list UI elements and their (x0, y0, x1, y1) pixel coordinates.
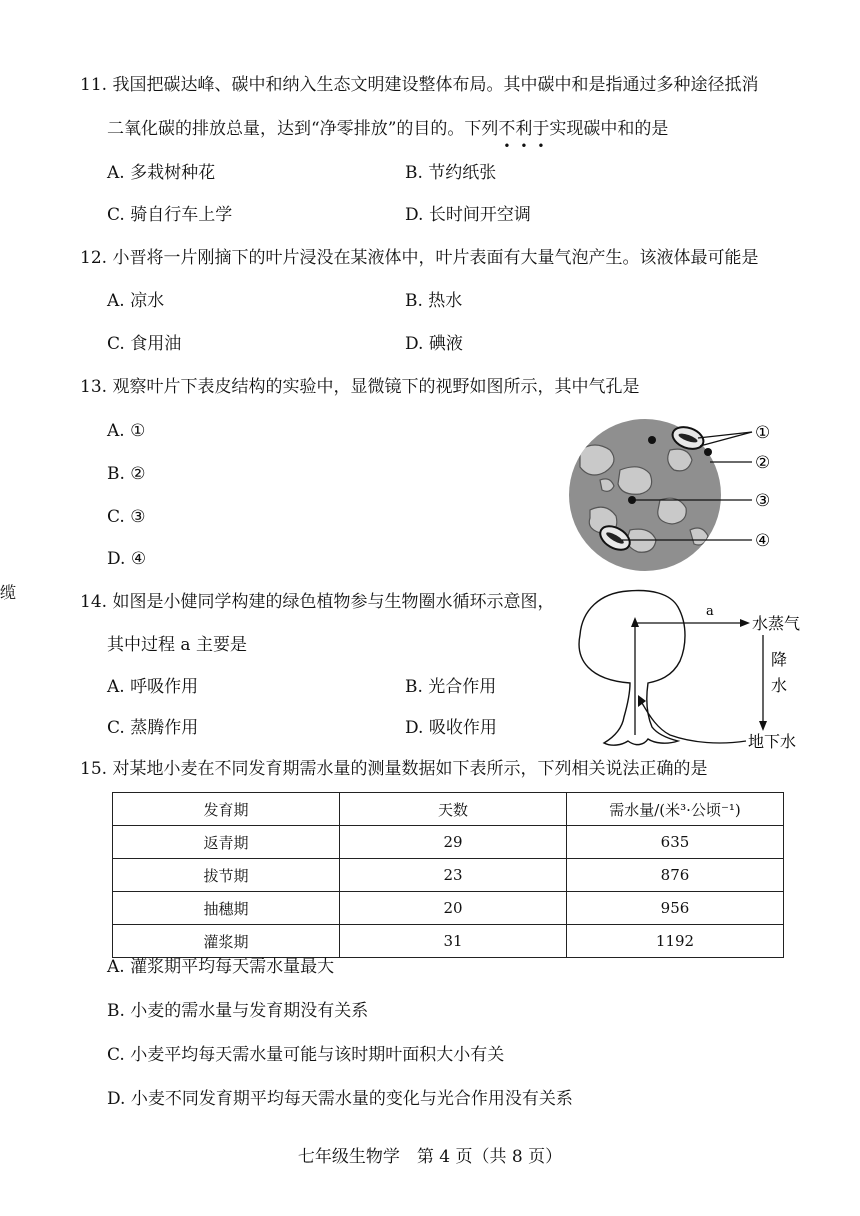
table-row (113, 826, 784, 859)
q15-option-a: A. 灌浆期平均每天需水量最大 (107, 957, 335, 977)
cell-days: 20 (340, 892, 567, 925)
label-4: ④ (755, 531, 771, 551)
q14-option-d: D. 吸收作用 (405, 718, 497, 738)
q13-option-b: B. ② (107, 464, 146, 484)
cell-stage: 抽穗期 (113, 892, 340, 925)
cell-days: 31 (340, 925, 567, 958)
header-days: 天数 (340, 793, 567, 826)
emphasis-char: 于 (532, 119, 550, 139)
q12-option-d: D. 碘液 (405, 334, 463, 354)
header-water: 需水量/(米³·公顷⁻¹) (567, 793, 784, 826)
q13-stem: 13. 观察叶片下表皮结构的实验中，显微镜下的视野如图所示，其中气孔是 (80, 377, 640, 397)
water-cycle-diagram (570, 585, 815, 755)
q11-stem-post: 实现碳中和的是 (549, 119, 669, 139)
page-footer: 七年级生物学 第 4 页（共 8 页） (297, 1147, 563, 1167)
q11-option-d: D. 长时间开空调 (405, 205, 531, 225)
table-row (113, 859, 784, 892)
vapor-label: 水蒸气 (752, 614, 801, 633)
q15-option-c: C. 小麦平均每天需水量可能与该时期叶面积大小有关 (107, 1045, 505, 1065)
table-row (113, 925, 784, 958)
q14-stem-line1: 14. 如图是小健同学构建的绿色植物参与生物圈水循环示意图， (80, 592, 555, 612)
label-1: ① (755, 423, 771, 443)
cell-water: 876 (567, 859, 784, 892)
q12-option-c: C. 食用油 (107, 334, 182, 354)
q12-option-a: A. 凉水 (107, 291, 165, 311)
rain-label-2: 水 (771, 676, 788, 695)
emphasis-char: 不 (498, 119, 516, 139)
microscope-view-figure (560, 410, 800, 580)
q15-stem: 15. 对某地小麦在不同发育期需水量的测量数据如下表所示，下列相关说法正确的是 (80, 759, 708, 779)
rain-label-1: 降 (771, 650, 788, 669)
cell-stage: 灌浆期 (113, 925, 340, 958)
groundwater-label: 地下水 (748, 732, 797, 751)
cell-stage: 拔节期 (113, 859, 340, 892)
cell-water: 635 (567, 826, 784, 859)
label-2: ② (755, 453, 771, 473)
process-a-label: a (706, 604, 714, 619)
tree-outline (579, 591, 685, 746)
q11-option-b: B. 节约纸张 (405, 163, 497, 183)
q15-option-b: B. 小麦的需水量与发育期没有关系 (107, 1001, 369, 1021)
table-header-row (113, 793, 784, 826)
cell-water: 1192 (567, 925, 784, 958)
cell-water: 956 (567, 892, 784, 925)
q14-stem-line2: 其中过程 a 主要是 (107, 635, 247, 655)
q13-option-d: D. ④ (107, 549, 147, 569)
q13-option-c: C. ③ (107, 507, 146, 527)
q11-option-a: A. 多栽树种花 (107, 163, 216, 183)
q14-option-b: B. 光合作用 (405, 677, 497, 697)
q12-stem: 12. 小晋将一片刚摘下的叶片浸没在某液体中，叶片表面有大量气泡产生。该液体最可能是 (80, 248, 759, 268)
q12-option-b: B. 热水 (405, 291, 463, 311)
emphasis-char: 利 (515, 119, 533, 139)
margin-char: 缆 (0, 583, 17, 602)
q11-option-c: C. 骑自行车上学 (107, 205, 233, 225)
q14-option-a: A. 呼吸作用 (107, 677, 199, 697)
cell-days: 23 (340, 859, 567, 892)
cell-stage: 返青期 (113, 826, 340, 859)
q14-option-c: C. 蒸腾作用 (107, 718, 199, 738)
q15-option-d: D. 小麦不同发育期平均每天需水量的变化与光合作用没有关系 (107, 1089, 573, 1109)
q11-stem-pre: 二氧化碳的排放总量，达到“净零排放”的目的。下列 (107, 119, 499, 139)
cell-days: 29 (340, 826, 567, 859)
header-stage: 发育期 (113, 793, 340, 826)
table-row (113, 892, 784, 925)
q11-stem-line1: 11. 我国把碳达峰、碳中和纳入生态文明建设整体布局。其中碳中和是指通过多种途径抵消 (80, 75, 759, 95)
q11-stem-line2 (107, 118, 668, 140)
label-3: ③ (755, 491, 771, 511)
water-demand-table (112, 792, 784, 958)
q13-option-a: A. ① (107, 421, 146, 441)
